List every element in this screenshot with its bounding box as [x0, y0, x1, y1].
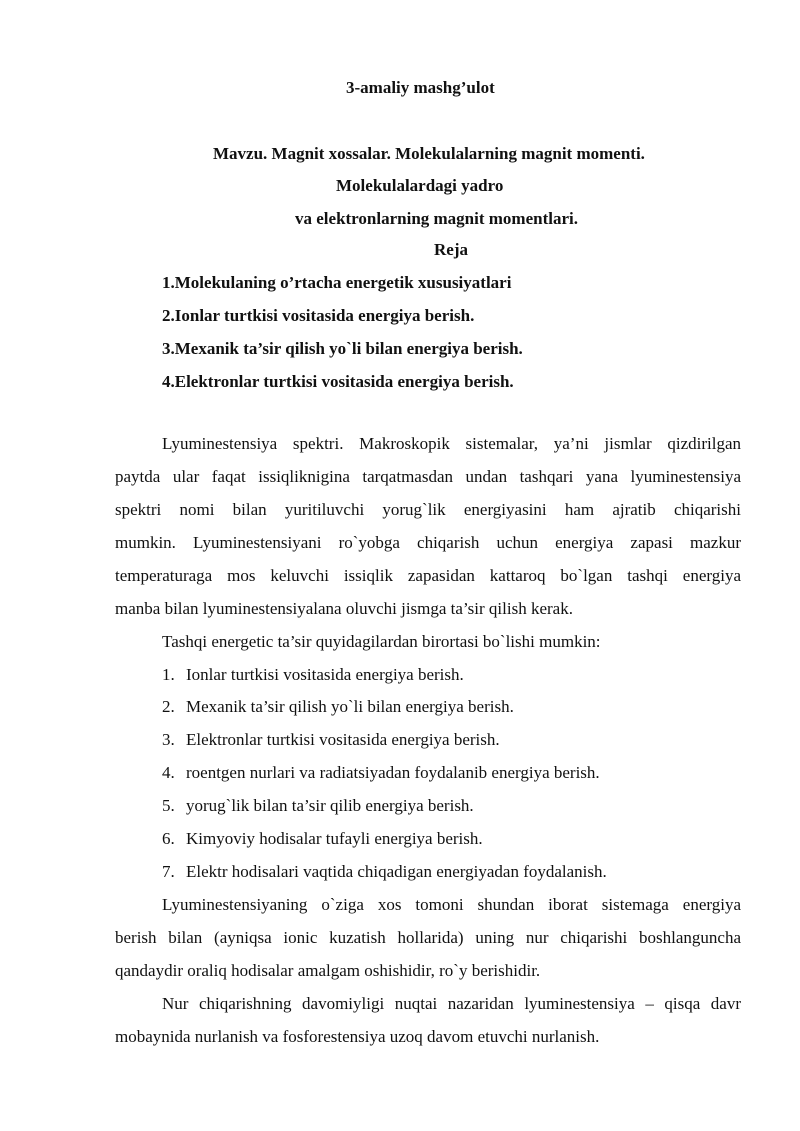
paragraph-3-line-2: berish bilan (ayniqsa ionic kuzatish hollarida) uning nur chiqarishi boshlanguncha — [115, 928, 741, 947]
list-item — [162, 763, 600, 783]
list-number: 5. — [162, 796, 175, 815]
plan-item-4: 4.Elektronlar turtkisi vositasida energiya berish. — [162, 372, 514, 391]
list-text: Elektr hodisalari vaqtida chiqadigan energiyadan foydalanish. — [186, 862, 607, 881]
list-item — [162, 730, 500, 750]
topic-line-3: va elektronlarning magnit momentlari. — [295, 209, 578, 228]
list-text: Ionlar turtkisi vositasida energiya berish. — [186, 665, 464, 684]
list-text: Elektronlar turtkisi vositasida energiya berish. — [186, 730, 500, 749]
paragraph-1-line-6: manba bilan lyuminestensiyalana oluvchi jismga ta’sir qilish kerak. — [115, 599, 573, 618]
list-item — [162, 862, 607, 882]
list-number: 1. — [162, 665, 175, 684]
list-text: roentgen nurlari va radiatsiyadan foydalanib energiya berish. — [186, 763, 600, 782]
list-text: Mexanik ta’sir qilish yo`li bilan energiya berish. — [186, 697, 514, 716]
topic-line-2: Molekulalardagi yadro — [336, 176, 504, 195]
plan-item-2: 2.Ionlar turtkisi vositasida energiya berish. — [162, 306, 475, 325]
paragraph-3-line-3: qandaydir oraliq hodisalar amalgam oshishidir, ro`y berishidir. — [115, 961, 541, 980]
list-number: 6. — [162, 829, 175, 848]
list-text: Kimyoviy hodisalar tufayli energiya berish. — [186, 829, 483, 848]
list-item — [162, 697, 514, 717]
list-text: yorug`lik bilan ta’sir qilib energiya berish. — [186, 796, 474, 815]
paragraph-3-line-1: Lyuminestensiyaning o`ziga xos tomoni shundan iborat sistemaga energiya — [162, 895, 741, 914]
list-number: 2. — [162, 697, 175, 716]
list-number: 3. — [162, 730, 175, 749]
plan-item-1: 1.Molekulaning o’rtacha energetik xususiyatlari — [162, 273, 512, 292]
list-number: 4. — [162, 763, 175, 782]
paragraph-2: Tashqi energetic ta’sir quyidagilardan birortasi bo`lishi mumkin: — [162, 632, 601, 651]
list-item — [162, 829, 483, 849]
paragraph-1-line-1: Lyuminestensiya spektri. Makroskopik sistemalar, ya’ni jismlar qizdirilgan — [162, 434, 741, 453]
list-item — [162, 665, 464, 685]
paragraph-1-line-3: spektri nomi bilan yuritiluvchi yorug`lik energiyasini ham ajratib chiqarishi — [115, 500, 741, 519]
document-title: 3-amaliy mashg’ulot — [346, 78, 495, 97]
paragraph-1-line-5: temperaturaga mos keluvchi issiqlik zapasidan kattaroq bo`lgan tashqi energiya — [115, 566, 741, 585]
list-number: 7. — [162, 862, 175, 881]
paragraph-4-line-1: Nur chiqarishning davomiyligi nuqtai nazaridan lyuminestensiya – qisqa davr — [162, 994, 741, 1013]
paragraph-1-line-2: paytda ular faqat issiqliknigina tarqatmasdan undan tashqari yana lyuminestensiya — [115, 467, 741, 486]
paragraph-4-line-2: mobaynida nurlanish va fosforestensiya uzoq davom etuvchi nurlanish. — [115, 1027, 600, 1046]
list-item — [162, 796, 474, 816]
paragraph-1-line-4: mumkin. Lyuminestensiyani ro`yobga chiqarish uchun energiya zapasi mazkur — [115, 533, 741, 552]
topic-line-1: Mavzu. Magnit xossalar. Molekulalarning magnit momenti. — [213, 144, 645, 163]
plan-item-3: 3.Mexanik ta’sir qilish yo`li bilan energiya berish. — [162, 339, 523, 358]
plan-title: Reja — [434, 240, 468, 259]
